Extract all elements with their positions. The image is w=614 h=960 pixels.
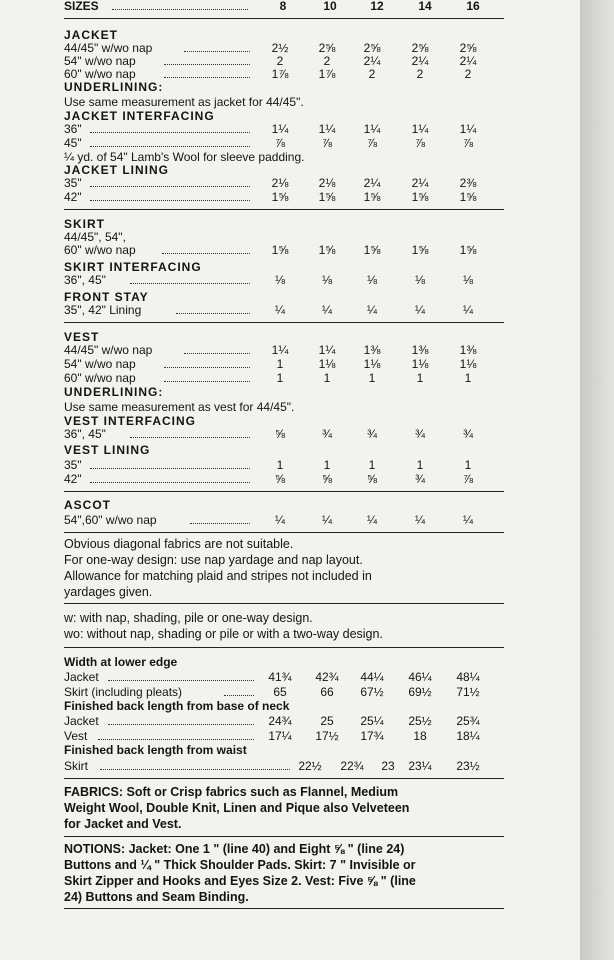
notions-line: NOTIONS: Jacket: One 1 " (line 40) and Eight ⅝ " (line 24) [64,842,405,856]
nap-legend [64,610,504,642]
size-14: 14 [418,0,432,13]
size-10: 10 [323,0,337,13]
divider [64,322,504,323]
legend-line: wo: without nap, shading or pile or with a two-way design. [64,627,383,641]
fabrics-line: FABRICS: Soft or Crisp fabrics such as Flannel, Medium [64,785,399,799]
page-edge [580,0,614,960]
size-16: 16 [466,0,480,13]
divider [64,908,504,909]
divider [64,603,504,604]
legend-line: w: with nap, shading, pile or one-way design. [64,611,313,625]
section-title-jacket: JACKET [64,28,119,42]
leader-dots [112,9,248,10]
divider [64,532,504,533]
neck-vest: Vest 17¼ 17½ 17¾ 18 18¼ [64,729,480,743]
waist-skirt: Skirt 22½ 22¾ 23 23¼ 23½ [64,759,480,773]
jacket-row-54: 54" w/wo nap 2 2 2¼ 2¼ 2¼ [64,54,477,68]
divider [64,491,504,492]
section-title-skirt-interfacing: SKIRT INTERFACING [64,260,202,274]
underlining-title: UNDERLINING: [64,80,164,94]
fabrics-line: Weight Wool, Double Knit, Linen and Pique also Velveteen [64,801,410,815]
lambs-wool-note: ¼ yd. of 54" Lamb's Wool for sleeve padding. [64,150,305,164]
section-title-vest-lining: VEST LINING [64,443,151,457]
section-title-jacket-interfacing: JACKET INTERFACING [64,109,215,123]
waist-title: Finished back length from waist [64,743,247,757]
yardage-chart [64,0,504,909]
vest-row-44: 44/45" w/wo nap 1¼ 1¼ 1⅜ 1⅜ 1⅜ [64,343,477,357]
size-12: 12 [370,0,384,13]
notions-line: 24) Buttons and Seam Binding. [64,890,249,904]
divider [64,778,504,779]
section-title-ascot: ASCOT [64,498,111,512]
note-line: For one-way design: use nap yardage and nap layout. [64,553,363,567]
vest-underlining-title: UNDERLINING: [64,385,164,399]
front-stay-row: 35", 42" Lining ¼ ¼ ¼ ¼ ¼ [64,303,473,317]
vest-row-60: 60" w/wo nap 1 1 1 1 1 [64,371,472,385]
skirt-interfacing-row: 36", 45" ⅛ ⅛ ⅛ ⅛ ⅛ [64,273,473,287]
vest-interfacing-row: 36", 45" ⅝ ¾ ¾ ¾ ¾ [64,427,473,441]
vest-underlining-note: Use same measurement as vest for 44/45". [64,400,295,414]
skirt-row: 60" w/wo nap 1⅝ 1⅝ 1⅝ 1⅝ 1⅝ [64,243,477,257]
jacket-lining-35: 35" 2⅛ 2⅛ 2¼ 2¼ 2⅜ [64,176,477,190]
width-title: Width at lower edge [64,655,178,669]
notions-line: Buttons and ¼ " Thick Shoulder Pads. Skirt: 7 " Invisible or [64,858,416,872]
fabrics-block [64,784,504,832]
divider [64,209,504,210]
sizes-label: SIZES [64,0,99,13]
underlining-note: Use same measurement as jacket for 44/45". [64,95,304,109]
size-8: 8 [279,0,287,13]
vest-lining-35: 35" 1 1 1 1 1 [64,458,472,472]
note-line: yardages given. [64,585,153,599]
width-jacket: Jacket 41¾ 42¾ 44¼ 46¼ 48¼ [64,670,480,684]
neck-jacket: Jacket 24¾ 25 25¼ 25½ 25¾ [64,714,480,728]
vest-lining-42: 42" ⅝ ⅝ ⅝ ¾ ⅞ [64,472,473,486]
divider [64,836,504,837]
divider [64,647,504,648]
section-title-vest: VEST [64,330,100,344]
note-line: Allowance for matching plaid and stripes not included in [64,569,372,583]
notions-line: Skirt Zipper and Hooks and Eyes Size 2. Vest: Five ⅝ " (line [64,874,416,888]
section-title-vest-interfacing: VEST INTERFACING [64,414,197,428]
notions-block [64,841,504,905]
section-title-front-stay: FRONT STAY [64,290,149,304]
divider [64,18,504,19]
fabric-notes [64,536,504,600]
jacket-row-44: 44/45" w/wo nap 2½ 2⅝ 2⅝ 2⅝ 2⅝ [64,41,477,55]
neck-title: Finished back length from base of neck [64,699,290,713]
sizes-row [64,0,504,14]
ascot-row: 54",60" w/wo nap ¼ ¼ ¼ ¼ ¼ [64,513,473,527]
jacket-lining-42: 42" 1⅝ 1⅝ 1⅝ 1⅝ 1⅝ [64,190,477,204]
note-line: Obvious diagonal fabrics are not suitable. [64,537,294,551]
section-title-jacket-lining: JACKET LINING [64,163,170,177]
jacket-interfacing-45: 45" ⅞ ⅞ ⅞ ⅞ ⅞ [64,136,473,150]
vest-row-54: 54" w/wo nap 1 1⅛ 1⅛ 1⅛ 1⅛ [64,357,477,371]
jacket-interfacing-36: 36" 1¼ 1¼ 1¼ 1¼ 1¼ [64,122,477,136]
fabrics-line: for Jacket and Vest. [64,817,182,831]
skirt-label-line1: 44/45", 54", [64,230,126,244]
section-title-skirt: SKIRT [64,217,105,231]
jacket-row-60: 60" w/wo nap 1⅞ 1⅞ 2 2 2 [64,67,472,81]
width-skirt: Skirt (including pleats) 65 66 67½ 69½ 71½ [64,685,480,699]
